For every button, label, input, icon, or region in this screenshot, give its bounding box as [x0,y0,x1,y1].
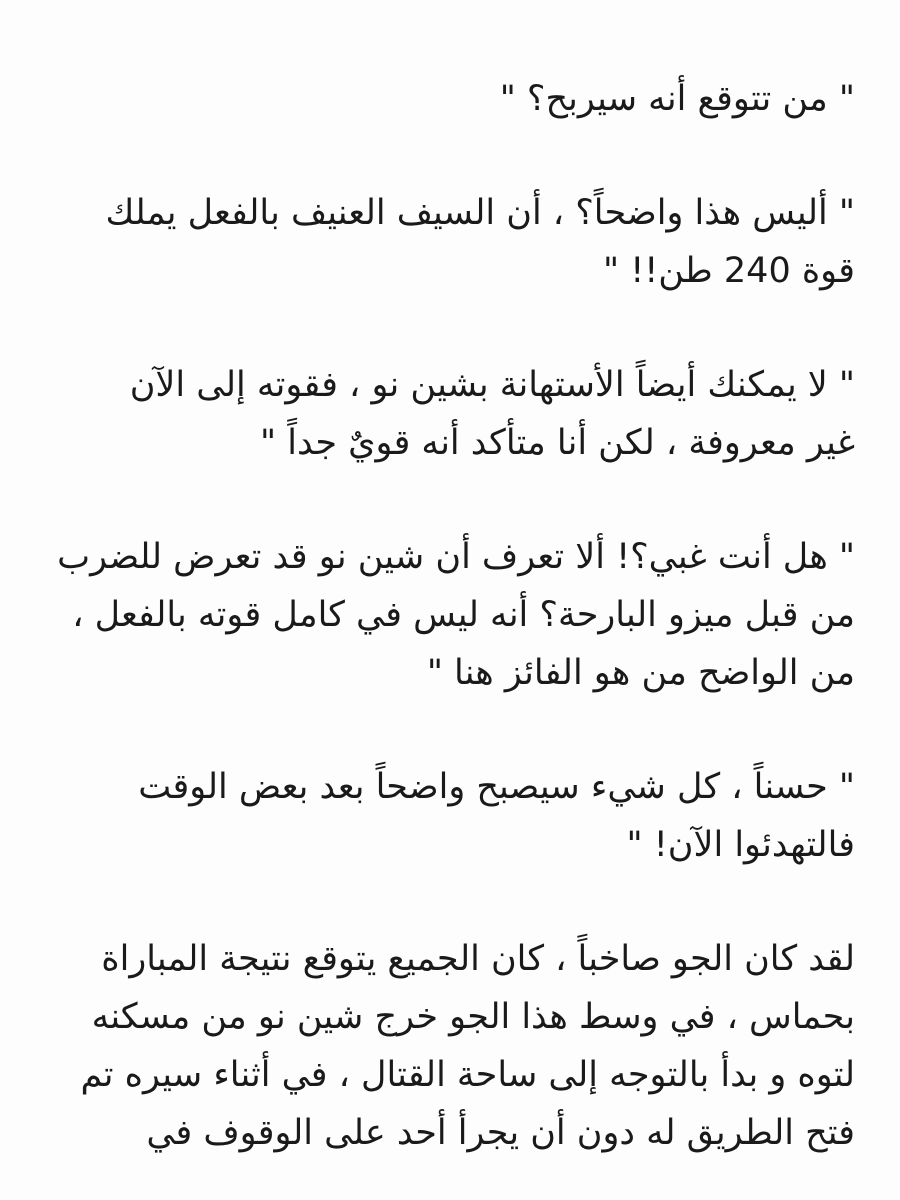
text-line: فالتهدئوا الآن! " [626,825,855,865]
text-line: " لا يمكنك أيضاً الأستهانة بشين نو ، فقوته إلى الآن [129,365,855,405]
text-line: " حسناً ، كل شيء سيصبح واضحاً بعد بعض الوقت [138,767,855,807]
paragraph-spacer [45,472,855,528]
paragraph-3 [45,356,855,472]
text-line: لتوه و بدأ بالتوجه إلى ساحة القتال ، في أثناء سيره تم [80,1055,855,1095]
paragraph-spacer [45,128,855,184]
paragraph-2 [45,184,855,300]
paragraph-6 [45,930,855,1162]
paragraph-4 [45,528,855,702]
paragraph-5 [45,758,855,874]
text-line: بحماس ، في وسط هذا الجو خرج شين نو من مسكنه [91,997,855,1037]
text-line: فتح الطريق له دون أن يجرأ أحد على الوقوف في [146,1113,855,1153]
paragraph-1 [45,70,855,128]
text-line: " هل أنت غبي؟! ألا تعرف أن شين نو قد تعرض للضرب [57,537,855,577]
text-line: من الواضح من هو الفائز هنا " [426,653,855,693]
text-line: من قبل ميزو البارحة؟ أنه ليس في كامل قوته بالفعل ، [72,595,855,635]
document-page [45,70,855,1162]
paragraph-spacer [45,702,855,758]
text-line: " أليس هذا واضحاً؟ ، أن السيف العنيف بالفعل يملك [105,193,855,233]
paragraph-spacer [45,300,855,356]
text-line: " من تتوقع أنه سيربح؟ " [499,79,855,119]
paragraph-spacer [45,874,855,930]
text-line: لقد كان الجو صاخباً ، كان الجميع يتوقع نتيجة المباراة [101,939,855,979]
text-line: قوة 240 طن!! " [602,251,855,291]
text-line: غير معروفة ، لكن أنا متأكد أنه قويٌ جداً " [260,423,855,463]
